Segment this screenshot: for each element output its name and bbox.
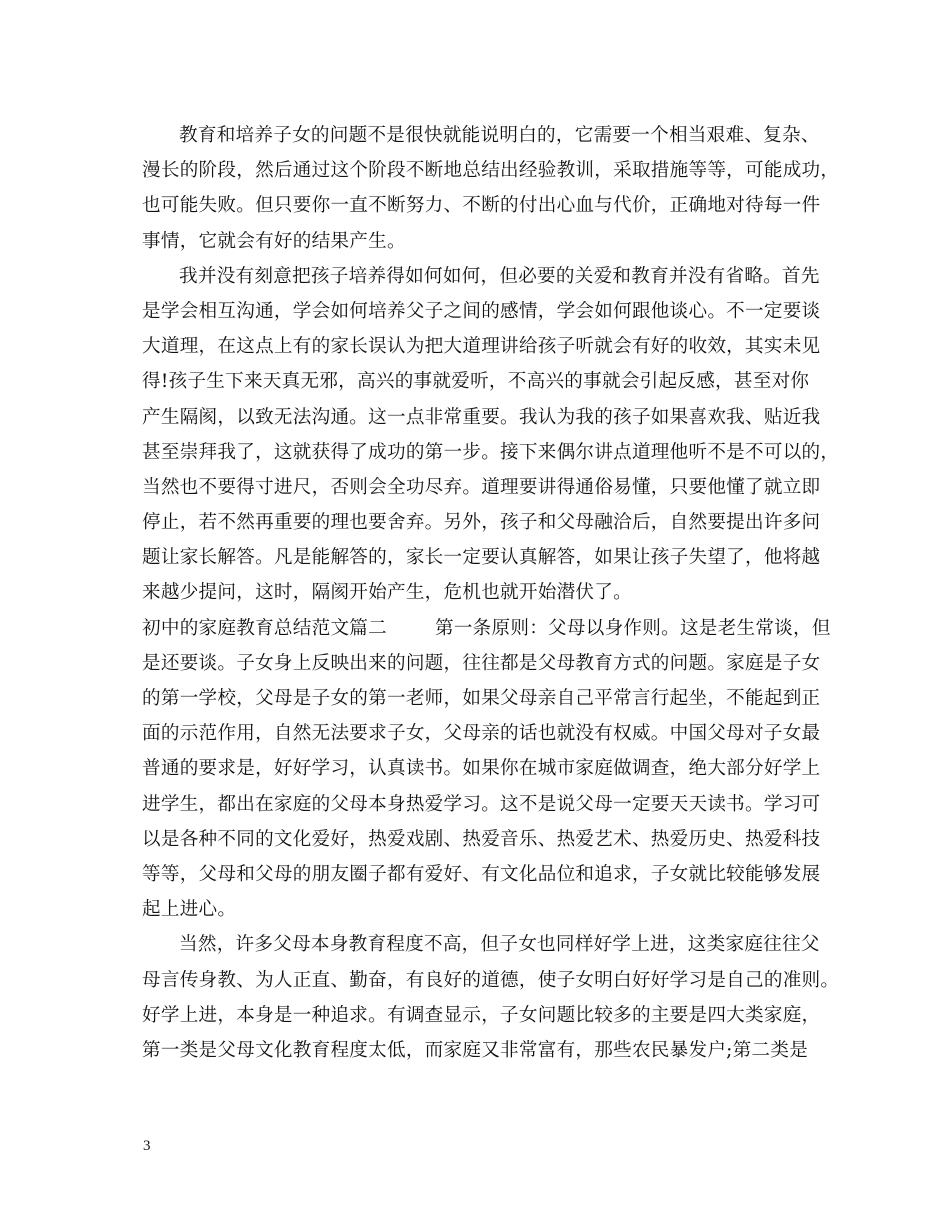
paragraph-line: 停止，若不然再重要的理也要舍弃。另外，孩子和父母融洽后，自然要提出许多问 <box>142 512 821 534</box>
paragraph-line: 来越少提问，这时，隔阂开始产生，危机也就开始潜伏了。 <box>142 582 632 604</box>
paragraph-line: 第一类是父母文化教育程度太低，而家庭又非常富有，那些农民暴发户;第二类是 <box>142 1039 809 1061</box>
paragraph-line: 甚至崇拜我了，这就获得了成功的第一步。接下来偶尔讲点道理他听不是不可以的， <box>142 441 840 463</box>
paragraph-line: 起上进心。 <box>142 899 237 921</box>
paragraph-text: 第一条原则：父母以身作则。这是老生常谈，但 <box>434 617 831 639</box>
paragraph-line: 当然，许多父母本身教育程度不高，但子女也同样好学上进，这类家庭往往父 <box>179 934 820 956</box>
paragraph-line: 教育和培养子女的问题不是很快就能说明白的，它需要一个相当艰难、复杂、 <box>179 125 820 146</box>
paragraph-line: 的第一学校，父母是子女的第一老师，如果父母亲自己平常言行起坐，不能起到正 <box>142 688 821 709</box>
paragraph-line: 面的示范作用，自然无法要求子女，父母亲的话也就没有权威。中国父母对子女最 <box>142 723 821 745</box>
paragraph-line: 漫长的阶段，然后通过这个阶段不断地总结出经验教训，采取措施等等，可能成功， <box>142 160 840 182</box>
paragraph-line: 等等，父母和父母的朋友圈子都有爱好、有文化品位和追求，子女就比较能够发展 <box>142 863 821 885</box>
paragraph-line: 普通的要求是，好好学习，认真读书。如果你在城市家庭做调查，绝大部分好学上 <box>142 758 821 780</box>
paragraph-line: 是学会相互沟通，学会如何培养父子之间的感情，学会如何跟他谈心。不一定要谈 <box>142 300 821 322</box>
paragraph-line: 事情，它就会有好的结果产生。 <box>142 230 406 252</box>
paragraph-line: 进学生，都出在家庭的父母本身热爱学习。这不是说父母一定要天天读书。学习可 <box>142 793 821 815</box>
section-heading-line <box>142 611 831 646</box>
paragraph-line: 以是各种不同的文化爱好，热爱戏剧、热爱音乐、热爱艺术、热爱历史、热爱科技 <box>142 828 821 850</box>
paragraph-line: 产生隔阂，以致无法沟通。这一点非常重要。我认为我的孩子如果喜欢我、贴近我 <box>142 406 821 428</box>
section-heading: 初中的家庭教育总结范文篇二 <box>142 617 387 639</box>
paragraph-line: 我并没有刻意把孩子培养得如何如何，但必要的关爱和教育并没有省略。首先 <box>179 265 820 287</box>
paragraph-line: 好学上进，本身是一种追求。有调查显示，子女问题比较多的主要是四大类家庭， <box>142 1004 821 1026</box>
paragraph-line: 题让家长解答。凡是能解答的，家长一定要认真解答，如果让孩子失望了，他将越 <box>142 547 821 569</box>
page-number: 3 <box>143 1138 151 1154</box>
document-body <box>142 118 840 1068</box>
paragraph-line: 是还要谈。子女身上反映出来的问题，往往都是父母教育方式的问题。家庭是子女 <box>142 652 821 674</box>
paragraph-line: 也可能失败。但只要你一直不断努力、不断的付出心血与代价，正确地对待每一件 <box>142 195 821 217</box>
paragraph-line: 得!孩子生下来天真无邪，高兴的事就爱听，不高兴的事就会引起反感，甚至对你 <box>142 371 810 393</box>
paragraph-line: 大道理，在这点上有的家长误认为把大道理讲给孩子听就会有好的收效，其实未见 <box>142 336 821 358</box>
paragraph-line: 母言传身教、为人正直、勤奋，有良好的道德，使子女明白好好学习是自己的准则。 <box>142 969 840 991</box>
paragraph-line: 当然也不要得寸进尺，否则会全功尽弃。道理要讲得通俗易懂，只要他懂了就立即 <box>142 476 821 498</box>
